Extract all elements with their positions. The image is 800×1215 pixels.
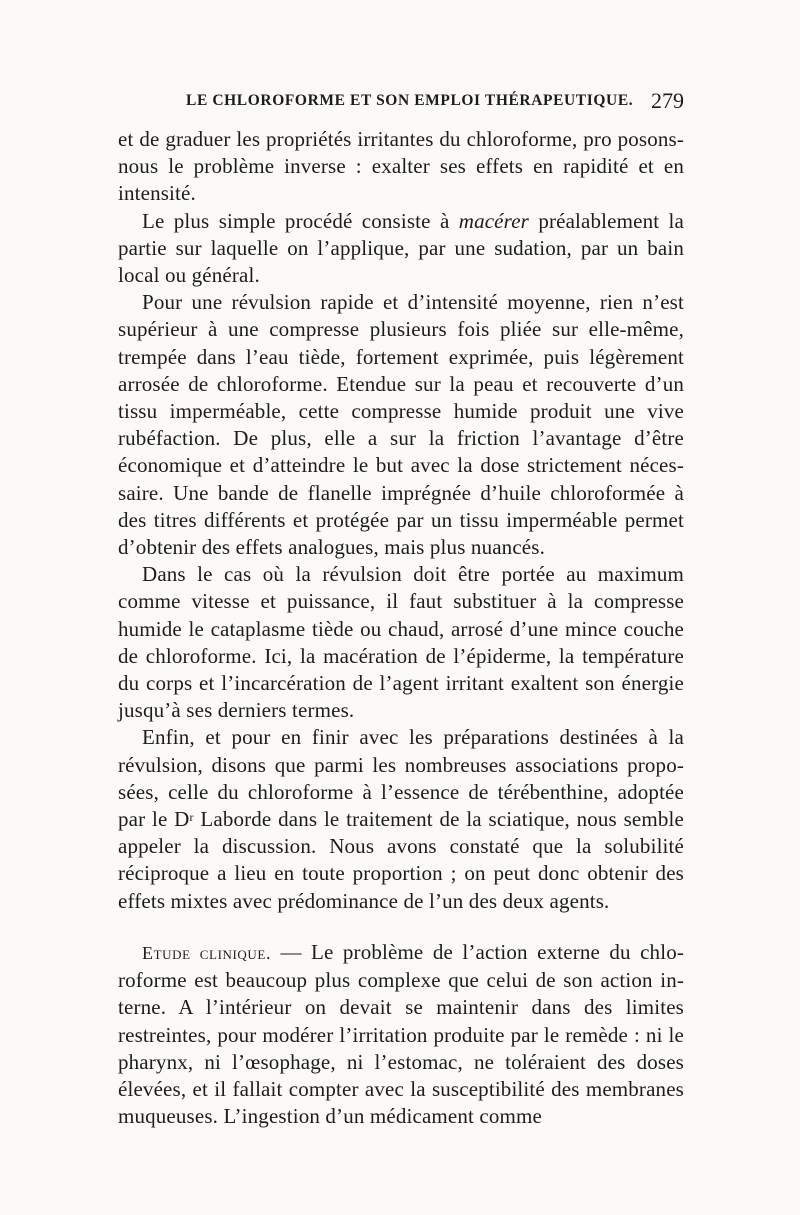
superscript-r: r	[189, 810, 194, 825]
paragraph-3: Pour une révulsion rapide et d’intensité moyenne, rien n’est supérieur à une compresse plusieurs fois pliée sur elle-même, trempée dans l’eau tiède, fortement exprimée, puis légèrement arrosée de chloroforme. Etendue sur la peau et recouverte d’un tissu imperméable, cette compresse humide produit une vive rubéfaction. De plus, elle a sur la friction l’avantage d’être économique et d’atteindre le but avec la dose strictement néces- saire. Une bande de flanelle imprégnée d’huile chloroformée à des titres différents et protégée par un tissu imperméable permet d’obtenir des effets analogues, mais plus nuancés.	[118, 290, 684, 560]
paragraph-4: Dans le cas où la révulsion doit être portée au maximum comme vitesse et puissance, il faut substituer à la compresse humide le cataplasme tiède ou chaud, arrosé d’une mince couche de chloroforme. Ici, la macération de l’épiderme, la température du corps et l’incarcération de l’agent irritant exaltent son énergie jusqu’à ses derniers termes.	[118, 562, 684, 723]
paragraph-5-end: Laborde dans le traitement de la sciatique, nous semble appeler la discussion. Nous avons constaté que la solubilité réciproque a lieu en toute proportion ; on peut donc obtenir des effets mixtes avec prédominance de l’un des deux agents.	[118, 807, 684, 913]
running-title: LE CHLOROFORME ET SON EMPLOI THÉRAPEUTIQUE.	[186, 92, 634, 109]
paragraph-2-start: Le plus simple procédé consiste à	[142, 208, 459, 233]
section-gap	[118, 915, 684, 939]
body-text	[118, 126, 684, 1130]
paragraph-1: et de graduer les propriétés irritantes du chloroforme, pro posons-nous le problème inverse : exalter ses effets en rapidité et en intensité.	[118, 127, 684, 206]
section-heading: Etude clinique.	[142, 942, 272, 963]
page-number: 279	[651, 88, 684, 113]
italic-term: macérer	[458, 208, 529, 233]
paragraph-6-text: — Le problème de l’action externe du chlo- roforme est beaucoup plus complexe que celui de son action in- terne. A l’intérieur on devait se maintenir dans des limites restreintes, pour modérer l’irritation produite par le remède : ni le pharynx, ni l’œsophage, ni l’estomac, ne toléraient des doses élevées, et il fallait compter avec la susceptibilité des membranes muqueuses. L’ingestion d’un médicament comme	[118, 939, 684, 1129]
paragraph-5-start: Enfin, et pour en finir avec les préparations destinées à la révulsion, disons que parmi les nombreuses associations propo- sées, celle du chloroforme à l’essence de térébenthine, adoptée par le D	[118, 725, 684, 832]
page-header	[118, 88, 684, 122]
paragraph-5	[118, 724, 684, 914]
paragraph-6	[118, 939, 684, 1130]
paragraph-2	[118, 208, 684, 290]
paragraph-2-end: préalablement la partie sur laquelle on l’applique, par une sudation, par un bain local ou général.	[118, 208, 684, 288]
